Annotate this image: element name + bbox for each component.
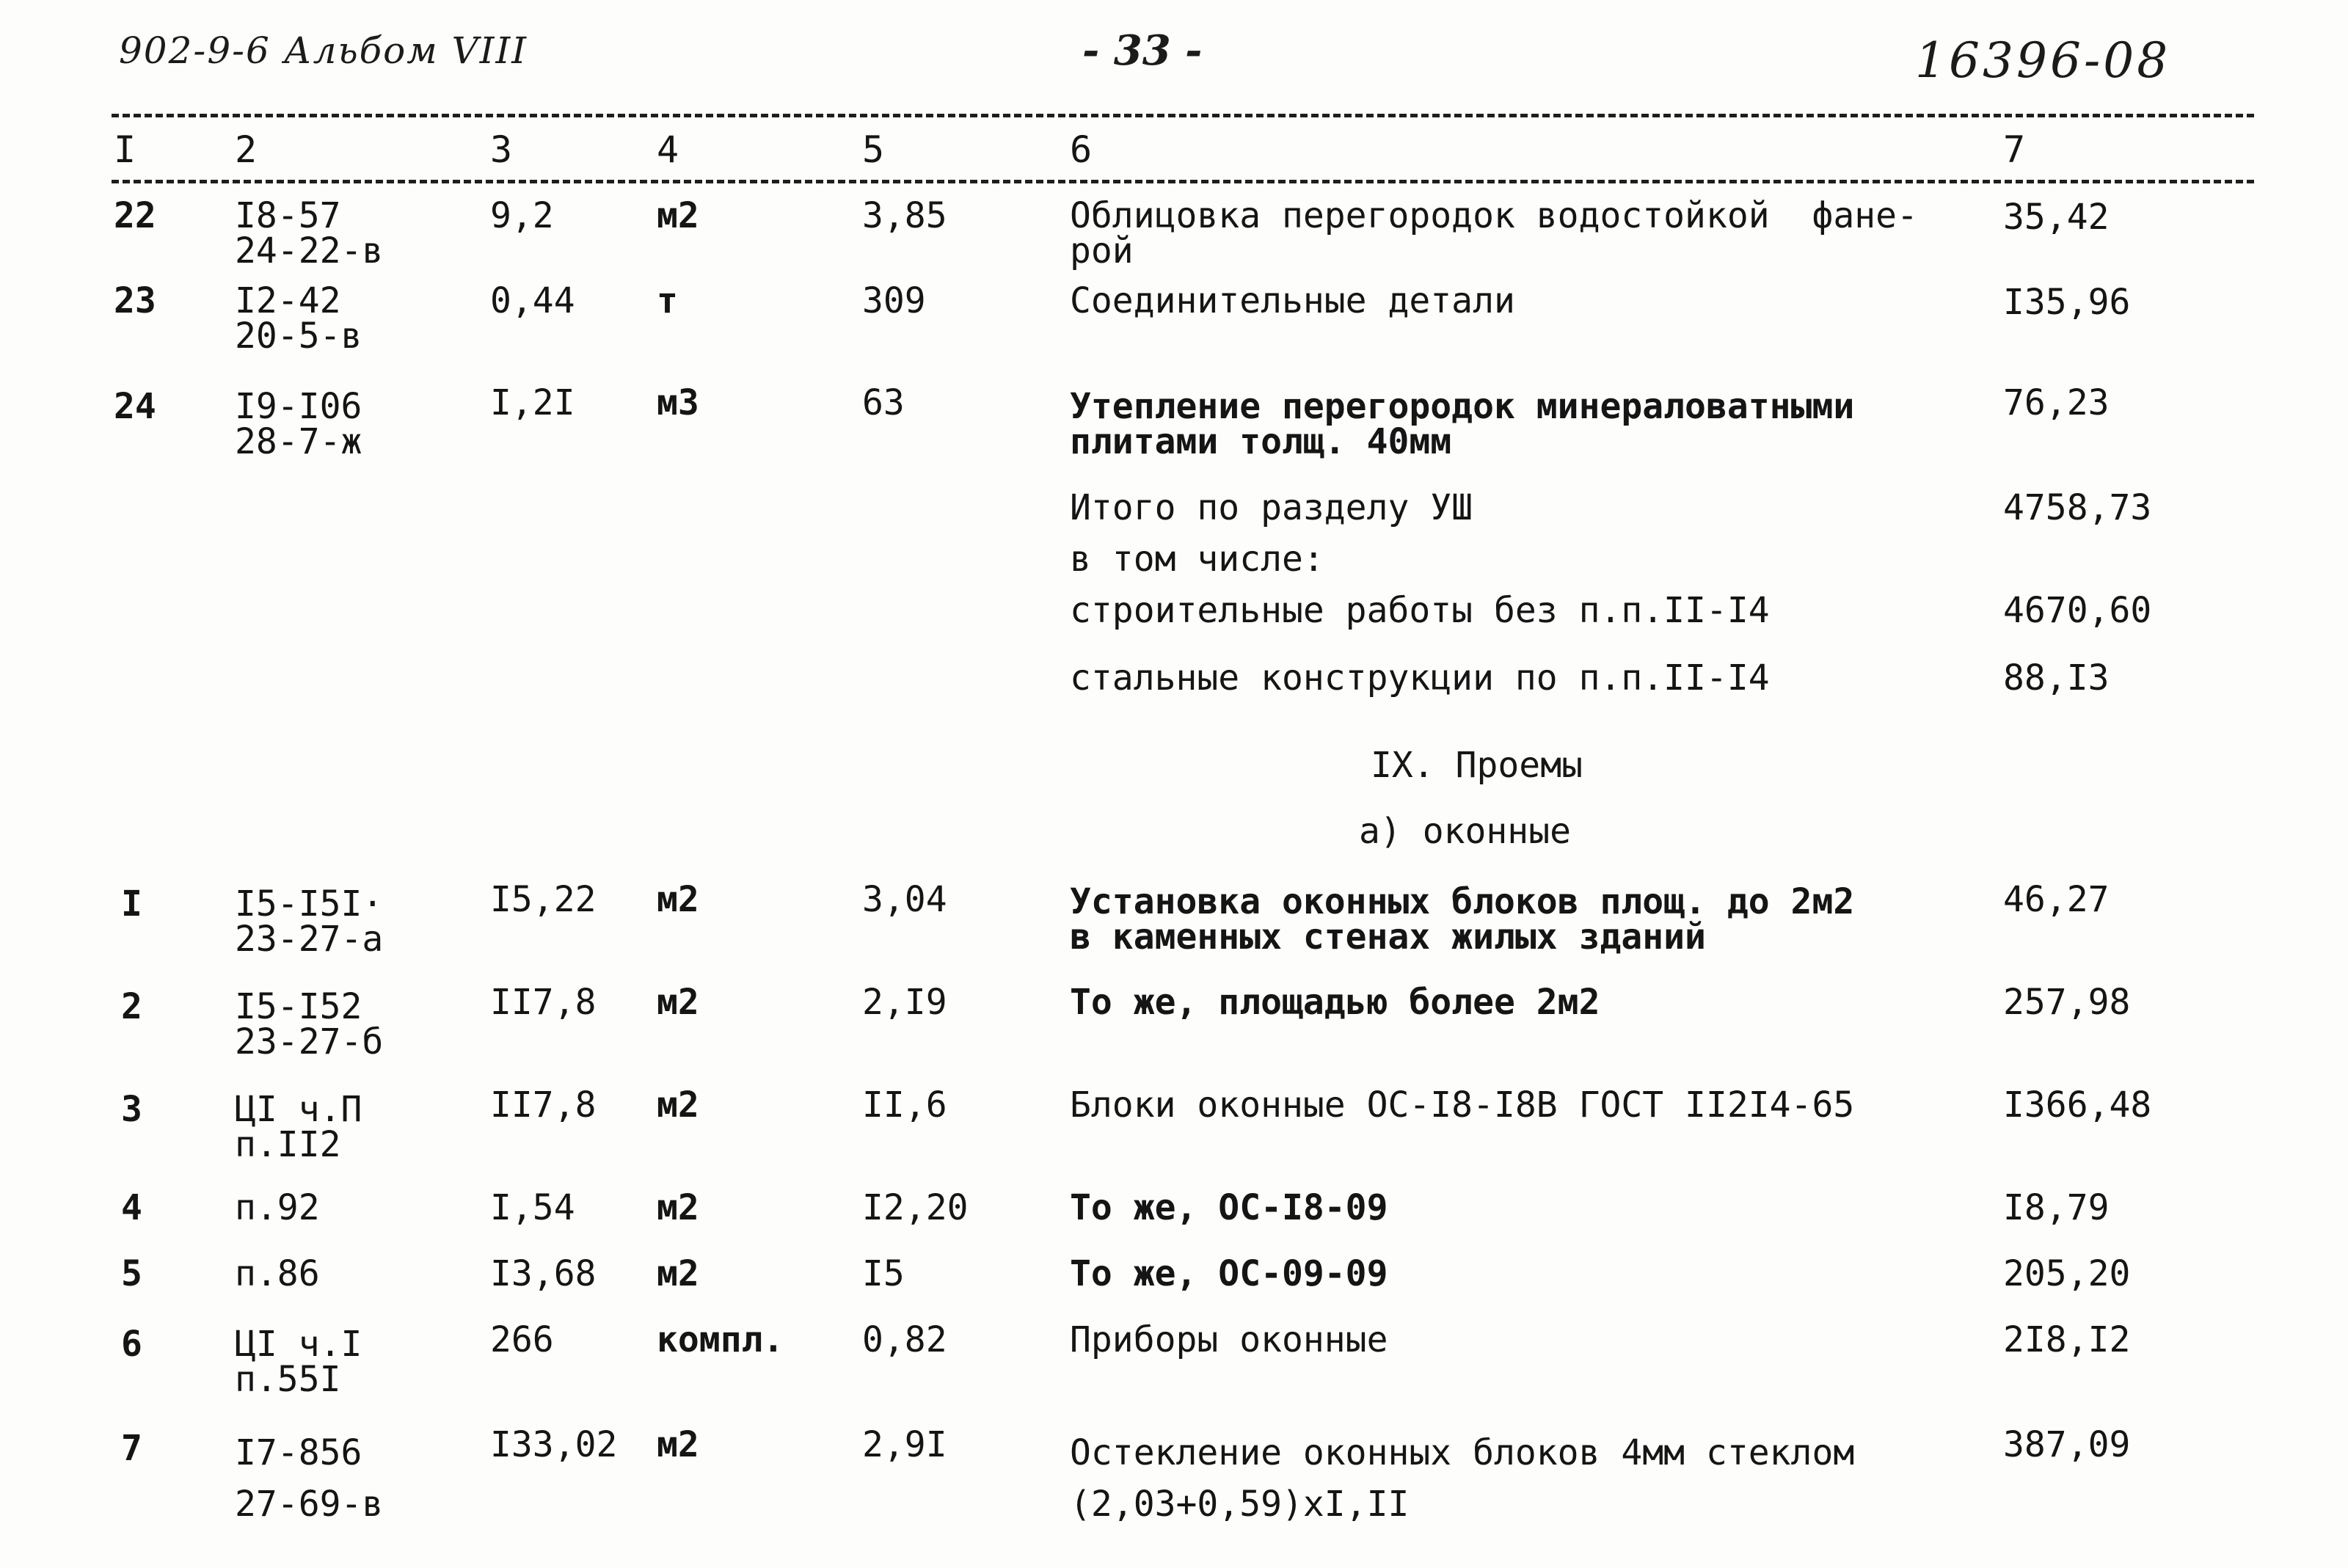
summary-total: 4670,60 [2003,590,2152,631]
row-quantity: II7,8 [490,1084,597,1126]
row-total: I8,79 [2003,1187,2110,1228]
row-code: I8-57 24-22-в [235,195,384,271]
doc-number: 16396-08 [1915,32,2171,89]
row-quantity: I5,22 [490,879,597,920]
row-number: 5 [121,1253,142,1294]
row-number: 22 [114,195,156,236]
row-unit: м2 [657,982,699,1023]
row-quantity: I33,02 [490,1424,618,1465]
row-code: ЦI ч.I п.55I [235,1324,362,1400]
row-price: II,6 [862,1084,947,1126]
col-header-2: 2 [235,128,258,171]
row-unit: м2 [657,1424,699,1465]
row-description: Установка оконных блоков площ. до 2м2 в каменных стенах жилых зданий [1070,881,1855,958]
row-number: 23 [114,280,156,321]
summary-label: в том числе: [1070,539,1324,580]
row-description: Блоки оконные ОС-I8-I8В ГОСТ II2I4-65 [1070,1084,1855,1126]
row-code: п.92 [235,1187,320,1228]
row-description: То же, ОС-I8-09 [1070,1187,1388,1228]
row-quantity: 0,44 [490,280,575,321]
row-total: 35,42 [2003,197,2110,238]
top-rule [112,114,2254,117]
row-total: I35,96 [2003,282,2131,323]
row-number: 3 [121,1089,142,1130]
row-quantity: I,2I [490,382,575,423]
row-total: 205,20 [2003,1253,2131,1294]
row-code: I5-I5I· 23-27-а [235,883,384,960]
row-number: I [121,883,142,925]
section-title: IX. Проемы [1371,745,1583,786]
row-total: I366,48 [2003,1084,2152,1126]
row-quantity: I,54 [490,1187,575,1228]
col-header-5: 5 [862,128,885,171]
row-code: I9-I06 28-7-ж [235,386,362,462]
row-price: 309 [862,280,926,321]
row-description: Приборы оконные [1070,1319,1388,1360]
row-price: 63 [862,382,905,423]
row-unit: м2 [657,1084,699,1126]
row-total: 2I8,I2 [2003,1319,2131,1360]
row-price: I5 [862,1253,905,1294]
row-code: I7-856 27-69-в [235,1432,384,1525]
row-code: I2-42 20-5-в [235,280,362,357]
row-code: I5-I52 23-27-б [235,986,384,1062]
row-total: 76,23 [2003,382,2110,423]
col-header-4: 4 [657,128,679,171]
row-price: 3,04 [862,879,947,920]
row-description: То же, площадью более 2м2 [1070,982,1600,1023]
row-code: п.86 [235,1253,320,1294]
row-total: 46,27 [2003,879,2110,920]
row-total: 257,98 [2003,982,2131,1023]
row-unit: м2 [657,879,699,920]
col-header-6: 6 [1070,128,1093,171]
summary-total: 88,I3 [2003,657,2110,699]
section-subtitle: а) оконные [1359,811,1571,852]
page-number: - 33 - [1082,26,1203,75]
row-price: I2,20 [862,1187,969,1228]
row-number: 4 [121,1187,142,1228]
summary-total: 4758,73 [2003,487,2152,528]
row-description: Соединительные детали [1070,280,1515,321]
row-quantity: 9,2 [490,195,554,236]
row-unit: м3 [657,382,699,423]
row-price: 2,I9 [862,982,947,1023]
col-header-1: I [114,128,136,171]
row-quantity: II7,8 [490,982,597,1023]
row-description: То же, ОС-09-09 [1070,1253,1388,1294]
row-quantity: I3,68 [490,1253,597,1294]
row-number: 7 [121,1428,142,1469]
summary-label: строительные работы без п.п.II-I4 [1070,590,1770,631]
header-rule [112,180,2254,183]
row-unit: компл. [657,1319,784,1360]
row-description: Остекление оконных блоков 4мм стеклом (2,03+0,59)xI,II [1070,1432,1855,1525]
row-description: Облицовка перегородок водостойкой фане- рой [1070,195,1918,271]
summary-label: Итого по разделу УШ [1070,487,1473,528]
row-total: 387,09 [2003,1424,2131,1465]
row-code: ЦI ч.П п.II2 [235,1089,362,1165]
row-unit: т [657,280,678,321]
col-header-7: 7 [2003,128,2026,171]
doc-code-header: 902-9-6 Альбом VIII [119,29,528,72]
row-price: 0,82 [862,1319,947,1360]
row-price: 2,9I [862,1424,947,1465]
row-quantity: 266 [490,1319,554,1360]
summary-label: стальные конструкции по п.п.II-I4 [1070,657,1770,699]
row-number: 24 [114,386,156,427]
row-number: 2 [121,986,142,1027]
col-header-3: 3 [490,128,513,171]
row-description: Утепление перегородок минераловатными плитами толщ. 40мм [1070,386,1855,462]
row-number: 6 [121,1324,142,1365]
row-unit: м2 [657,1187,699,1228]
row-unit: м2 [657,195,699,236]
row-price: 3,85 [862,195,947,236]
row-unit: м2 [657,1253,699,1294]
